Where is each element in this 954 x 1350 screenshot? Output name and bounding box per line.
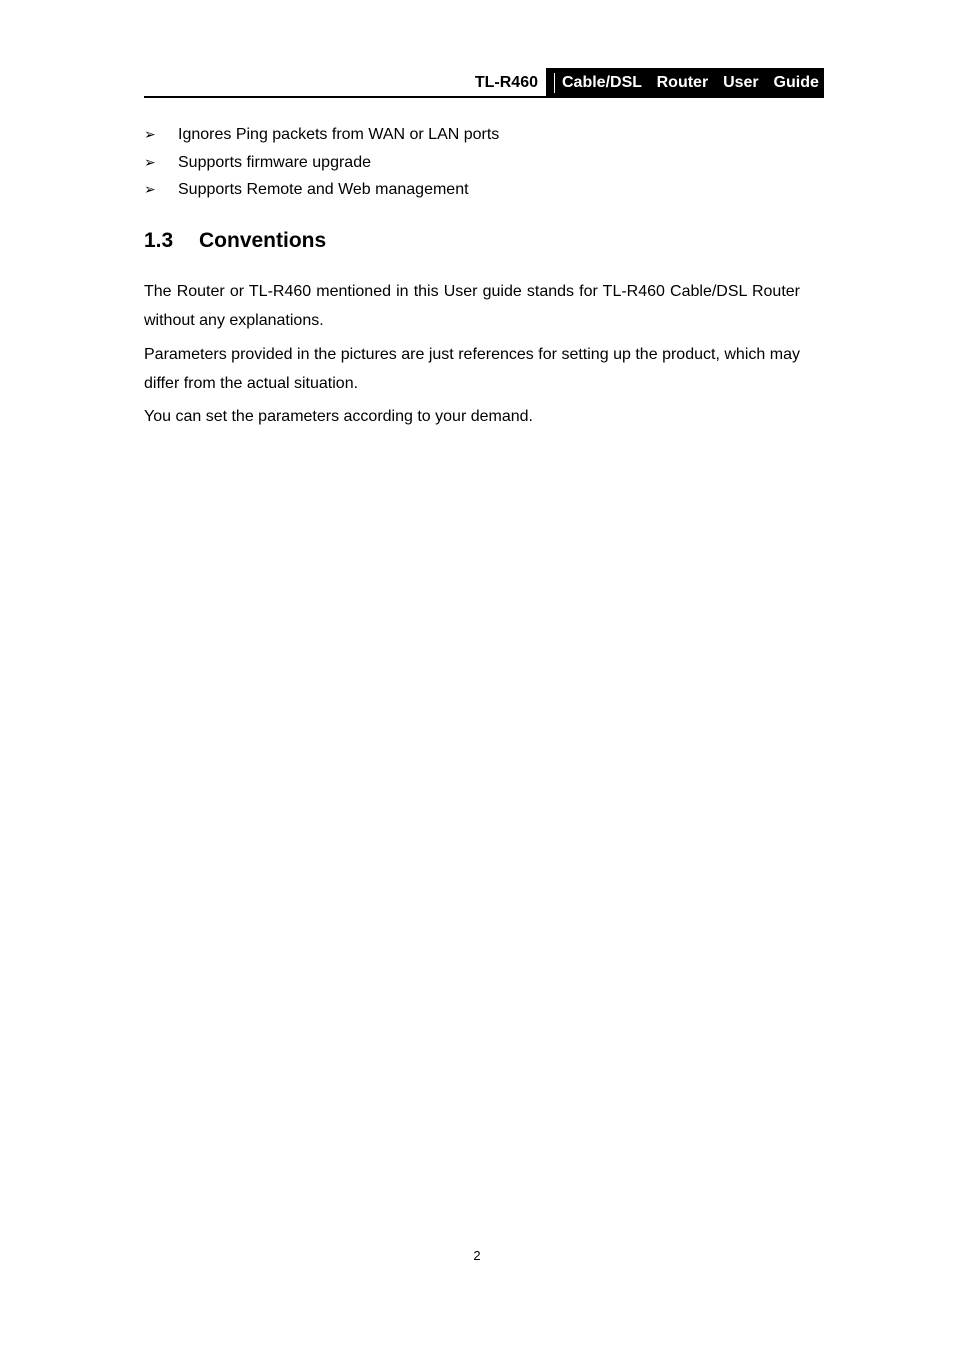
header-separator: [554, 73, 555, 93]
paragraph-parameters-note: Parameters provided in the pictures are just references for setting up the product, which may differ from the actual situation.: [144, 346, 800, 392]
page-number: 2: [473, 1248, 481, 1263]
page-header: [144, 68, 824, 98]
paragraph-router-definition: The Router or TL-R460 mentioned in this User guide stands for TL-R460 Cable/DSL Router without any explanations.: [144, 283, 800, 329]
list-item: [144, 121, 804, 149]
section-number: 1.3: [144, 229, 174, 252]
feature-list: [144, 121, 804, 204]
list-item-text: Supports firmware upgrade: [178, 153, 371, 171]
list-item-text: Supports Remote and Web management: [178, 181, 469, 198]
model-label: TL-R460: [474, 74, 538, 91]
paragraph-set-parameters: You can set the parameters according to your demand.: [144, 408, 533, 425]
guide-title-box: [546, 68, 824, 98]
arrow-bullet-icon: ➢: [144, 181, 156, 197]
list-item-text: Ignores Ping packets from WAN or LAN ports: [178, 126, 500, 143]
header-rule: [144, 96, 824, 98]
arrow-bullet-icon: ➢: [144, 126, 156, 142]
list-item: [144, 149, 804, 177]
list-item: [144, 176, 804, 204]
section-heading: [144, 228, 326, 254]
arrow-bullet-icon: ➢: [144, 153, 156, 170]
guide-title: Cable/DSL Router User Guide: [562, 74, 819, 91]
section-title: Conventions: [199, 229, 327, 252]
